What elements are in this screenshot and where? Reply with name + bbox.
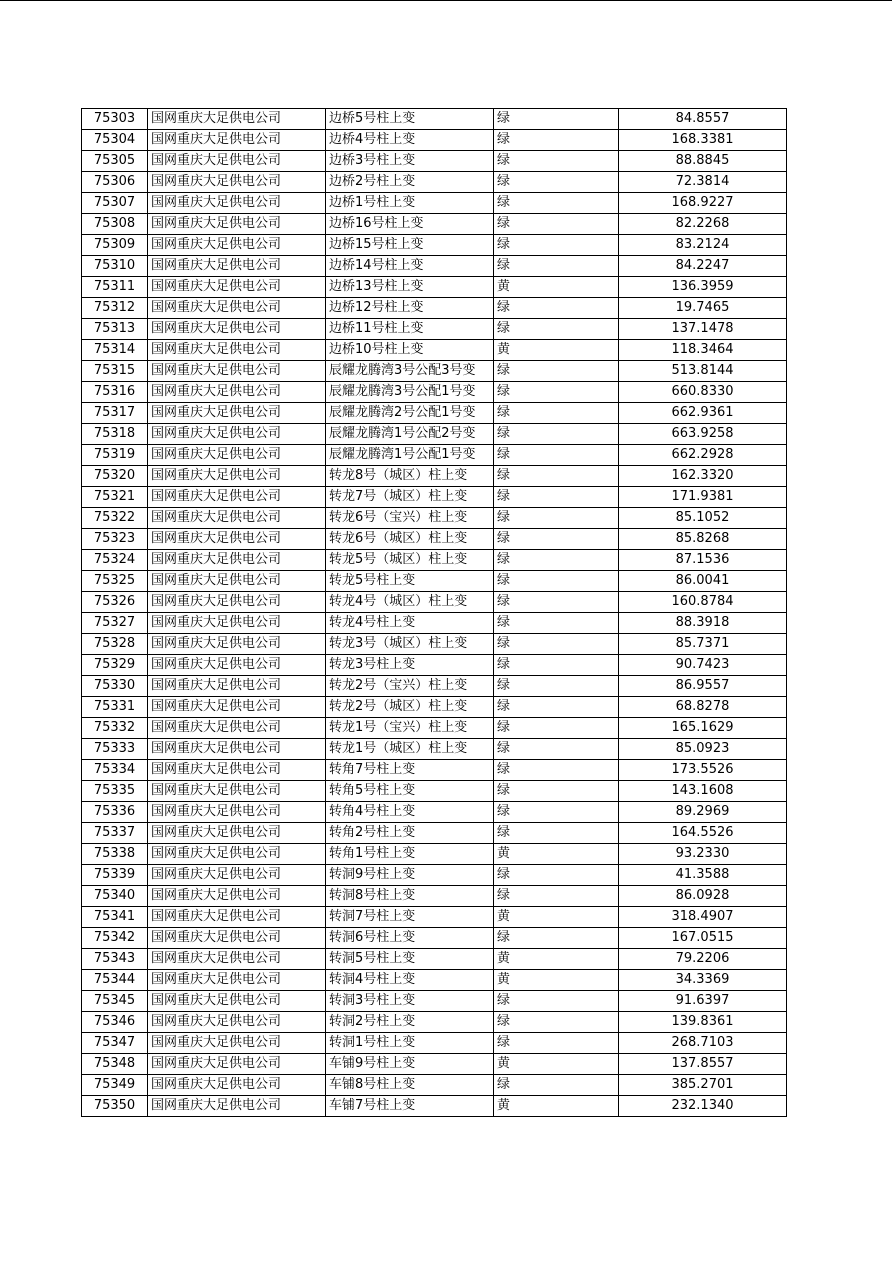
- company-cell: 国网重庆大足供电公司: [148, 508, 326, 529]
- company-cell: 国网重庆大足供电公司: [148, 1033, 326, 1054]
- status-cell: 绿: [494, 319, 619, 340]
- status-cell: 黄: [494, 949, 619, 970]
- table-row: [82, 487, 787, 508]
- status-cell: 绿: [494, 1033, 619, 1054]
- row-id-cell: 75328: [82, 634, 148, 655]
- row-id-cell: 75323: [82, 529, 148, 550]
- value-cell: 86.0041: [619, 571, 787, 592]
- row-id-cell: 75327: [82, 613, 148, 634]
- value-cell: 143.1608: [619, 781, 787, 802]
- company-cell: 国网重庆大足供电公司: [148, 235, 326, 256]
- transformer-name-cell: 转角2号柱上变: [326, 823, 494, 844]
- company-cell: 国网重庆大足供电公司: [148, 340, 326, 361]
- transformer-name-cell: 边桥14号柱上变: [326, 256, 494, 277]
- table-row: [82, 928, 787, 949]
- status-cell: 绿: [494, 403, 619, 424]
- value-cell: 137.8557: [619, 1054, 787, 1075]
- company-cell: 国网重庆大足供电公司: [148, 550, 326, 571]
- company-cell: 国网重庆大足供电公司: [148, 676, 326, 697]
- value-cell: 164.5526: [619, 823, 787, 844]
- transformer-name-cell: 车铺8号柱上变: [326, 1075, 494, 1096]
- row-id-cell: 75305: [82, 151, 148, 172]
- status-cell: 绿: [494, 508, 619, 529]
- transformer-name-cell: 转角7号柱上变: [326, 760, 494, 781]
- value-cell: 91.6397: [619, 991, 787, 1012]
- row-id-cell: 75337: [82, 823, 148, 844]
- status-cell: 绿: [494, 487, 619, 508]
- status-cell: 绿: [494, 256, 619, 277]
- value-cell: 88.8845: [619, 151, 787, 172]
- table-row: [82, 571, 787, 592]
- table-row: [82, 151, 787, 172]
- company-cell: 国网重庆大足供电公司: [148, 613, 326, 634]
- status-cell: 绿: [494, 739, 619, 760]
- value-cell: 162.3320: [619, 466, 787, 487]
- status-cell: 绿: [494, 592, 619, 613]
- value-cell: 136.3959: [619, 277, 787, 298]
- status-cell: 绿: [494, 676, 619, 697]
- transformer-name-cell: 转洞4号柱上变: [326, 970, 494, 991]
- row-id-cell: 75329: [82, 655, 148, 676]
- transformer-name-cell: 转龙5号柱上变: [326, 571, 494, 592]
- company-cell: 国网重庆大足供电公司: [148, 886, 326, 907]
- row-id-cell: 75307: [82, 193, 148, 214]
- row-id-cell: 75318: [82, 424, 148, 445]
- transformer-name-cell: 车铺7号柱上变: [326, 1096, 494, 1117]
- transformer-name-cell: 转龙5号（城区）柱上变: [326, 550, 494, 571]
- table-row: [82, 1075, 787, 1096]
- row-id-cell: 75306: [82, 172, 148, 193]
- value-cell: 168.9227: [619, 193, 787, 214]
- value-cell: 86.0928: [619, 886, 787, 907]
- transformer-name-cell: 转角4号柱上变: [326, 802, 494, 823]
- value-cell: 513.8144: [619, 361, 787, 382]
- status-cell: 绿: [494, 823, 619, 844]
- table-row: [82, 550, 787, 571]
- row-id-cell: 75349: [82, 1075, 148, 1096]
- company-cell: 国网重庆大足供电公司: [148, 1012, 326, 1033]
- value-cell: 85.0923: [619, 739, 787, 760]
- status-cell: 绿: [494, 781, 619, 802]
- transformer-name-cell: 转角1号柱上变: [326, 844, 494, 865]
- row-id-cell: 75315: [82, 361, 148, 382]
- company-cell: 国网重庆大足供电公司: [148, 697, 326, 718]
- value-cell: 663.9258: [619, 424, 787, 445]
- transformer-name-cell: 边桥5号柱上变: [326, 109, 494, 130]
- table-row: [82, 508, 787, 529]
- transformer-name-cell: 边桥4号柱上变: [326, 130, 494, 151]
- value-cell: 165.1629: [619, 718, 787, 739]
- value-cell: 85.1052: [619, 508, 787, 529]
- table-row: [82, 970, 787, 991]
- transformer-name-cell: 边桥16号柱上变: [326, 214, 494, 235]
- company-cell: 国网重庆大足供电公司: [148, 865, 326, 886]
- company-cell: 国网重庆大足供电公司: [148, 487, 326, 508]
- company-cell: 国网重庆大足供电公司: [148, 424, 326, 445]
- table-row: [82, 844, 787, 865]
- company-cell: 国网重庆大足供电公司: [148, 928, 326, 949]
- transformer-name-cell: 转洞1号柱上变: [326, 1033, 494, 1054]
- value-cell: 160.8784: [619, 592, 787, 613]
- transformer-name-cell: 转龙1号（城区）柱上变: [326, 739, 494, 760]
- row-id-cell: 75325: [82, 571, 148, 592]
- value-cell: 385.2701: [619, 1075, 787, 1096]
- table-row: [82, 907, 787, 928]
- company-cell: 国网重庆大足供电公司: [148, 130, 326, 151]
- row-id-cell: 75322: [82, 508, 148, 529]
- transformer-name-cell: 转龙4号（城区）柱上变: [326, 592, 494, 613]
- value-cell: 79.2206: [619, 949, 787, 970]
- status-cell: 绿: [494, 361, 619, 382]
- table-row: [82, 1054, 787, 1075]
- transformer-name-cell: 边桥13号柱上变: [326, 277, 494, 298]
- transformer-name-cell: 转龙6号（宝兴）柱上变: [326, 508, 494, 529]
- transformer-name-cell: 转龙6号（城区）柱上变: [326, 529, 494, 550]
- company-cell: 国网重庆大足供电公司: [148, 949, 326, 970]
- row-id-cell: 75314: [82, 340, 148, 361]
- row-id-cell: 75312: [82, 298, 148, 319]
- status-cell: 绿: [494, 529, 619, 550]
- row-id-cell: 75335: [82, 781, 148, 802]
- table-row: [82, 991, 787, 1012]
- value-cell: 232.1340: [619, 1096, 787, 1117]
- value-cell: 19.7465: [619, 298, 787, 319]
- company-cell: 国网重庆大足供电公司: [148, 970, 326, 991]
- table-row: [82, 634, 787, 655]
- row-id-cell: 75340: [82, 886, 148, 907]
- value-cell: 85.7371: [619, 634, 787, 655]
- status-cell: 绿: [494, 151, 619, 172]
- row-id-cell: 75316: [82, 382, 148, 403]
- status-cell: 绿: [494, 886, 619, 907]
- row-id-cell: 75317: [82, 403, 148, 424]
- company-cell: 国网重庆大足供电公司: [148, 655, 326, 676]
- row-id-cell: 75346: [82, 1012, 148, 1033]
- company-cell: 国网重庆大足供电公司: [148, 634, 326, 655]
- status-cell: 绿: [494, 991, 619, 1012]
- transformer-name-cell: 转龙3号（城区）柱上变: [326, 634, 494, 655]
- value-cell: 68.8278: [619, 697, 787, 718]
- transformer-name-cell: 边桥10号柱上变: [326, 340, 494, 361]
- row-id-cell: 75345: [82, 991, 148, 1012]
- value-cell: 72.3814: [619, 172, 787, 193]
- value-cell: 34.3369: [619, 970, 787, 991]
- company-cell: 国网重庆大足供电公司: [148, 298, 326, 319]
- company-cell: 国网重庆大足供电公司: [148, 256, 326, 277]
- value-cell: 662.9361: [619, 403, 787, 424]
- status-cell: 绿: [494, 613, 619, 634]
- status-cell: 绿: [494, 802, 619, 823]
- row-id-cell: 75304: [82, 130, 148, 151]
- row-id-cell: 75309: [82, 235, 148, 256]
- table-row: [82, 655, 787, 676]
- company-cell: 国网重庆大足供电公司: [148, 739, 326, 760]
- table-row: [82, 886, 787, 907]
- transformer-name-cell: 转洞5号柱上变: [326, 949, 494, 970]
- row-id-cell: 75313: [82, 319, 148, 340]
- company-cell: 国网重庆大足供电公司: [148, 529, 326, 550]
- company-cell: 国网重庆大足供电公司: [148, 991, 326, 1012]
- table-row: [82, 361, 787, 382]
- table-row: [82, 130, 787, 151]
- transformer-name-cell: 转洞9号柱上变: [326, 865, 494, 886]
- status-cell: 黄: [494, 970, 619, 991]
- row-id-cell: 75331: [82, 697, 148, 718]
- status-cell: 绿: [494, 466, 619, 487]
- value-cell: 83.2124: [619, 235, 787, 256]
- table-row: [82, 382, 787, 403]
- table-row: [82, 445, 787, 466]
- company-cell: 国网重庆大足供电公司: [148, 445, 326, 466]
- company-cell: 国网重庆大足供电公司: [148, 760, 326, 781]
- transformer-name-cell: 边桥2号柱上变: [326, 172, 494, 193]
- table-row: [82, 697, 787, 718]
- value-cell: 90.7423: [619, 655, 787, 676]
- row-id-cell: 75332: [82, 718, 148, 739]
- company-cell: 国网重庆大足供电公司: [148, 193, 326, 214]
- table-row: [82, 613, 787, 634]
- transformer-name-cell: 转角5号柱上变: [326, 781, 494, 802]
- row-id-cell: 75330: [82, 676, 148, 697]
- company-cell: 国网重庆大足供电公司: [148, 802, 326, 823]
- transformer-name-cell: 辰耀龙腾湾2号公配1号变: [326, 403, 494, 424]
- status-cell: 黄: [494, 844, 619, 865]
- table-row: [82, 760, 787, 781]
- transformer-name-cell: 转龙2号（城区）柱上变: [326, 697, 494, 718]
- company-cell: 国网重庆大足供电公司: [148, 172, 326, 193]
- company-cell: 国网重庆大足供电公司: [148, 151, 326, 172]
- table-row: [82, 949, 787, 970]
- table-row: [82, 424, 787, 445]
- value-cell: 168.3381: [619, 130, 787, 151]
- table-row: [82, 340, 787, 361]
- status-cell: 黄: [494, 1096, 619, 1117]
- transformer-name-cell: 转龙1号（宝兴）柱上变: [326, 718, 494, 739]
- status-cell: 绿: [494, 655, 619, 676]
- row-id-cell: 75333: [82, 739, 148, 760]
- transformer-name-cell: 转洞8号柱上变: [326, 886, 494, 907]
- company-cell: 国网重庆大足供电公司: [148, 1096, 326, 1117]
- company-cell: 国网重庆大足供电公司: [148, 1054, 326, 1075]
- status-cell: 黄: [494, 907, 619, 928]
- transformer-name-cell: 辰耀龙腾湾3号公配3号变: [326, 361, 494, 382]
- table-row: [82, 256, 787, 277]
- company-cell: 国网重庆大足供电公司: [148, 592, 326, 613]
- row-id-cell: 75348: [82, 1054, 148, 1075]
- company-cell: 国网重庆大足供电公司: [148, 109, 326, 130]
- row-id-cell: 75326: [82, 592, 148, 613]
- status-cell: 绿: [494, 1012, 619, 1033]
- status-cell: 绿: [494, 130, 619, 151]
- company-cell: 国网重庆大足供电公司: [148, 907, 326, 928]
- row-id-cell: 75303: [82, 109, 148, 130]
- table-row: [82, 1012, 787, 1033]
- status-cell: 绿: [494, 1075, 619, 1096]
- transformer-name-cell: 边桥3号柱上变: [326, 151, 494, 172]
- status-cell: 绿: [494, 109, 619, 130]
- transformer-name-cell: 转洞2号柱上变: [326, 1012, 494, 1033]
- value-cell: 268.7103: [619, 1033, 787, 1054]
- value-cell: 84.8557: [619, 109, 787, 130]
- status-cell: 黄: [494, 277, 619, 298]
- transformer-table: [81, 108, 787, 1117]
- company-cell: 国网重庆大足供电公司: [148, 214, 326, 235]
- transformer-name-cell: 辰耀龙腾湾1号公配2号变: [326, 424, 494, 445]
- value-cell: 660.8330: [619, 382, 787, 403]
- status-cell: 绿: [494, 172, 619, 193]
- status-cell: 黄: [494, 340, 619, 361]
- table-row: [82, 823, 787, 844]
- value-cell: 167.0515: [619, 928, 787, 949]
- table-row: [82, 1033, 787, 1054]
- value-cell: 137.1478: [619, 319, 787, 340]
- status-cell: 绿: [494, 424, 619, 445]
- company-cell: 国网重庆大足供电公司: [148, 823, 326, 844]
- row-id-cell: 75341: [82, 907, 148, 928]
- table-row: [82, 865, 787, 886]
- company-cell: 国网重庆大足供电公司: [148, 382, 326, 403]
- status-cell: 绿: [494, 235, 619, 256]
- transformer-name-cell: 边桥1号柱上变: [326, 193, 494, 214]
- value-cell: 118.3464: [619, 340, 787, 361]
- company-cell: 国网重庆大足供电公司: [148, 466, 326, 487]
- status-cell: 绿: [494, 928, 619, 949]
- table-row: [82, 781, 787, 802]
- company-cell: 国网重庆大足供电公司: [148, 403, 326, 424]
- table-row: [82, 172, 787, 193]
- value-cell: 85.8268: [619, 529, 787, 550]
- value-cell: 82.2268: [619, 214, 787, 235]
- table-row: [82, 214, 787, 235]
- status-cell: 绿: [494, 214, 619, 235]
- company-cell: 国网重庆大足供电公司: [148, 781, 326, 802]
- row-id-cell: 75308: [82, 214, 148, 235]
- row-id-cell: 75320: [82, 466, 148, 487]
- transformer-name-cell: 辰耀龙腾湾3号公配1号变: [326, 382, 494, 403]
- table-row: [82, 193, 787, 214]
- status-cell: 绿: [494, 571, 619, 592]
- row-id-cell: 75338: [82, 844, 148, 865]
- row-id-cell: 75324: [82, 550, 148, 571]
- row-id-cell: 75339: [82, 865, 148, 886]
- status-cell: 绿: [494, 697, 619, 718]
- row-id-cell: 75319: [82, 445, 148, 466]
- table-row: [82, 802, 787, 823]
- transformer-name-cell: 转洞6号柱上变: [326, 928, 494, 949]
- transformer-name-cell: 边桥11号柱上变: [326, 319, 494, 340]
- status-cell: 黄: [494, 1054, 619, 1075]
- company-cell: 国网重庆大足供电公司: [148, 319, 326, 340]
- table-row: [82, 319, 787, 340]
- table-row: [82, 277, 787, 298]
- table-row: [82, 739, 787, 760]
- table-row: [82, 109, 787, 130]
- transformer-name-cell: 转洞7号柱上变: [326, 907, 494, 928]
- value-cell: 173.5526: [619, 760, 787, 781]
- transformer-name-cell: 转龙8号（城区）柱上变: [326, 466, 494, 487]
- transformer-name-cell: 转龙3号柱上变: [326, 655, 494, 676]
- company-cell: 国网重庆大足供电公司: [148, 361, 326, 382]
- status-cell: 绿: [494, 760, 619, 781]
- value-cell: 139.8361: [619, 1012, 787, 1033]
- value-cell: 662.2928: [619, 445, 787, 466]
- transformer-name-cell: 转龙2号（宝兴）柱上变: [326, 676, 494, 697]
- value-cell: 86.9557: [619, 676, 787, 697]
- value-cell: 89.2969: [619, 802, 787, 823]
- status-cell: 绿: [494, 865, 619, 886]
- status-cell: 绿: [494, 193, 619, 214]
- status-cell: 绿: [494, 718, 619, 739]
- company-cell: 国网重庆大足供电公司: [148, 718, 326, 739]
- table-row: [82, 1096, 787, 1117]
- table-row: [82, 592, 787, 613]
- status-cell: 绿: [494, 382, 619, 403]
- value-cell: 171.9381: [619, 487, 787, 508]
- table-row: [82, 718, 787, 739]
- transformer-name-cell: 边桥15号柱上变: [326, 235, 494, 256]
- row-id-cell: 75321: [82, 487, 148, 508]
- status-cell: 绿: [494, 550, 619, 571]
- transformer-name-cell: 辰耀龙腾湾1号公配1号变: [326, 445, 494, 466]
- row-id-cell: 75347: [82, 1033, 148, 1054]
- row-id-cell: 75350: [82, 1096, 148, 1117]
- table-row: [82, 466, 787, 487]
- table-row: [82, 676, 787, 697]
- row-id-cell: 75311: [82, 277, 148, 298]
- value-cell: 93.2330: [619, 844, 787, 865]
- company-cell: 国网重庆大足供电公司: [148, 571, 326, 592]
- transformer-name-cell: 边桥12号柱上变: [326, 298, 494, 319]
- transformer-name-cell: 转洞3号柱上变: [326, 991, 494, 1012]
- row-id-cell: 75342: [82, 928, 148, 949]
- value-cell: 41.3588: [619, 865, 787, 886]
- row-id-cell: 75336: [82, 802, 148, 823]
- status-cell: 绿: [494, 298, 619, 319]
- value-cell: 84.2247: [619, 256, 787, 277]
- company-cell: 国网重庆大足供电公司: [148, 844, 326, 865]
- transformer-name-cell: 转龙4号柱上变: [326, 613, 494, 634]
- value-cell: 318.4907: [619, 907, 787, 928]
- transformer-name-cell: 转龙7号（城区）柱上变: [326, 487, 494, 508]
- row-id-cell: 75344: [82, 970, 148, 991]
- company-cell: 国网重庆大足供电公司: [148, 277, 326, 298]
- value-cell: 88.3918: [619, 613, 787, 634]
- table-row: [82, 529, 787, 550]
- value-cell: 87.1536: [619, 550, 787, 571]
- page-top-border: [0, 0, 892, 1]
- table-row: [82, 235, 787, 256]
- row-id-cell: 75310: [82, 256, 148, 277]
- row-id-cell: 75334: [82, 760, 148, 781]
- company-cell: 国网重庆大足供电公司: [148, 1075, 326, 1096]
- table-row: [82, 403, 787, 424]
- row-id-cell: 75343: [82, 949, 148, 970]
- transformer-name-cell: 车铺9号柱上变: [326, 1054, 494, 1075]
- status-cell: 绿: [494, 445, 619, 466]
- table-body: [82, 109, 787, 1117]
- table-row: [82, 298, 787, 319]
- status-cell: 绿: [494, 634, 619, 655]
